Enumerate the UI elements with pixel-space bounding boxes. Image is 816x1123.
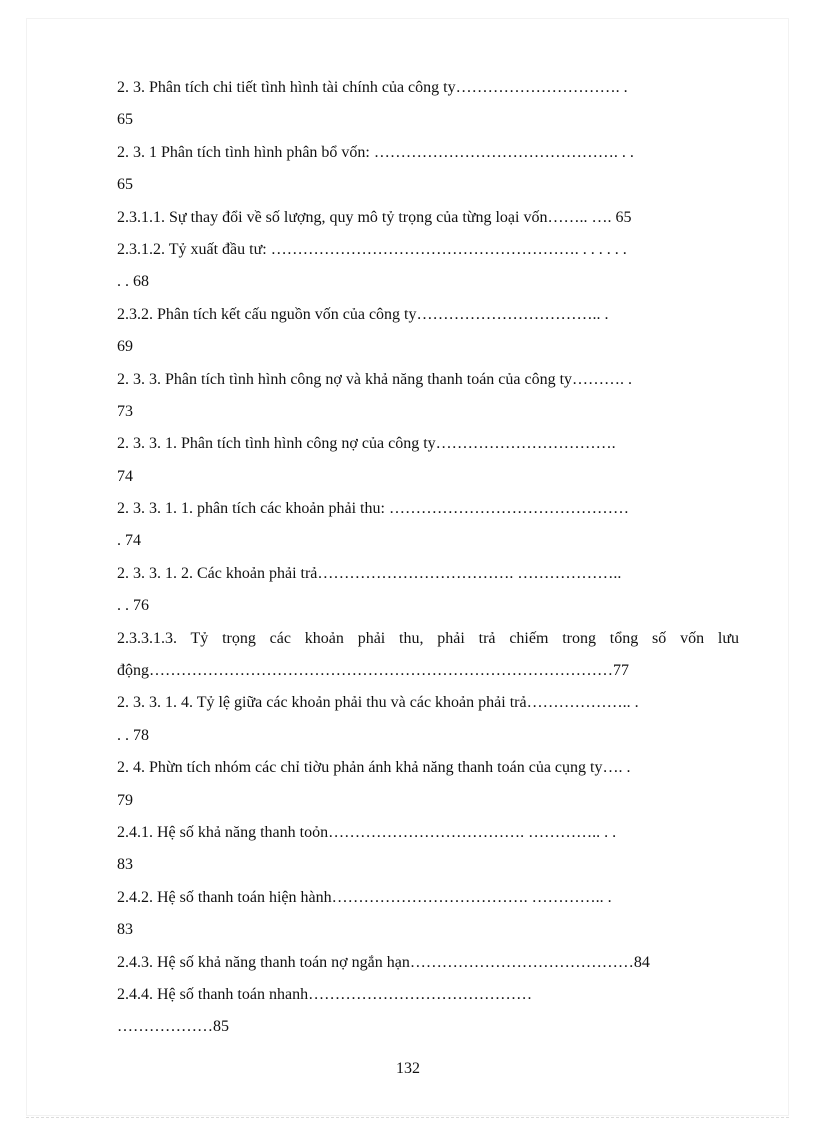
toc-line: . . 78 <box>117 726 149 744</box>
toc-line: ………………85 <box>117 1018 229 1036</box>
toc-line: 65 <box>117 111 133 129</box>
toc-line: 2.3.3.1.3. Tỷ trọng các khoản phải thu, phải trả chiếm trong tổng số vốn lưu <box>117 629 739 647</box>
toc-line: 2. 3. 3. 1. 2. Các khoản phải trả………………………………. ……………….. <box>117 564 622 582</box>
toc-line: 2. 3. 1 Phân tích tình hình phân bổ vốn: ………………………………………. . . <box>117 143 634 161</box>
toc-line: 2. 3. Phân tích chi tiết tình hình tài chính của công ty…………………………. . <box>117 79 628 96</box>
toc-line: 69 <box>117 338 133 356</box>
toc-line: . . 76 <box>117 597 149 615</box>
toc-line: 83 <box>117 856 133 874</box>
toc-line: 2. 3. 3. 1. Phân tích tình hình công nợ của công ty……………………………. <box>117 435 616 453</box>
toc-line: 2.4.3. Hệ số khả năng thanh toán nợ ngắn hạn……………………………………84 <box>117 953 650 971</box>
toc-line: 2. 3. 3. 1. 1. phân tích các khoản phải thu: ……………………………………… <box>117 500 629 518</box>
toc-line: 2.3.1.2. Tỷ xuất đầu tư: …………………………………………………. . . . . . . <box>117 240 627 258</box>
toc-line: . . 68 <box>117 273 149 291</box>
toc-line: 2.3.1.1. Sự thay đổi về số lượng, quy mô tỷ trọng của từng loại vốn…….. …. 65 <box>117 208 632 226</box>
toc-line: 74 <box>117 467 133 485</box>
toc-line: 2. 4. Phừn tích nhóm các chỉ tiờu phản ánh khả năng thanh toán của cụng ty…. . <box>117 759 631 777</box>
footer-divider <box>26 1117 789 1118</box>
toc-line: 2.3.2. Phân tích kết cấu nguồn vốn của công ty…………………………….. . <box>117 305 609 323</box>
toc-line: 2.4.2. Hệ số thanh toán hiện hành………………………………. ………….. . <box>117 888 612 906</box>
toc-line: 2. 3. 3. 1. 4. Tỷ lệ giữa các khoản phải thu và các khoản phải trả……………….. . <box>117 694 639 712</box>
toc-line: 65 <box>117 176 133 194</box>
toc-line: 83 <box>117 921 133 939</box>
page-number: 132 <box>396 1060 420 1077</box>
toc-line: . 74 <box>117 532 141 550</box>
toc-line: 73 <box>117 402 133 420</box>
table-of-contents <box>117 78 739 1050</box>
toc-line: 2.4.4. Hệ số thanh toán nhanh…………………………………… <box>117 985 533 1003</box>
toc-line: 79 <box>117 791 133 809</box>
toc-line: động……………………………………………………………………………77 <box>117 662 629 680</box>
toc-line: 2. 3. 3. Phân tích tình hình công nợ và khả năng thanh toán của công ty………. . <box>117 370 633 388</box>
toc-line: 2.4.1. Hệ số khả năng thanh toỏn………………………………. ………….. . . <box>117 823 617 841</box>
